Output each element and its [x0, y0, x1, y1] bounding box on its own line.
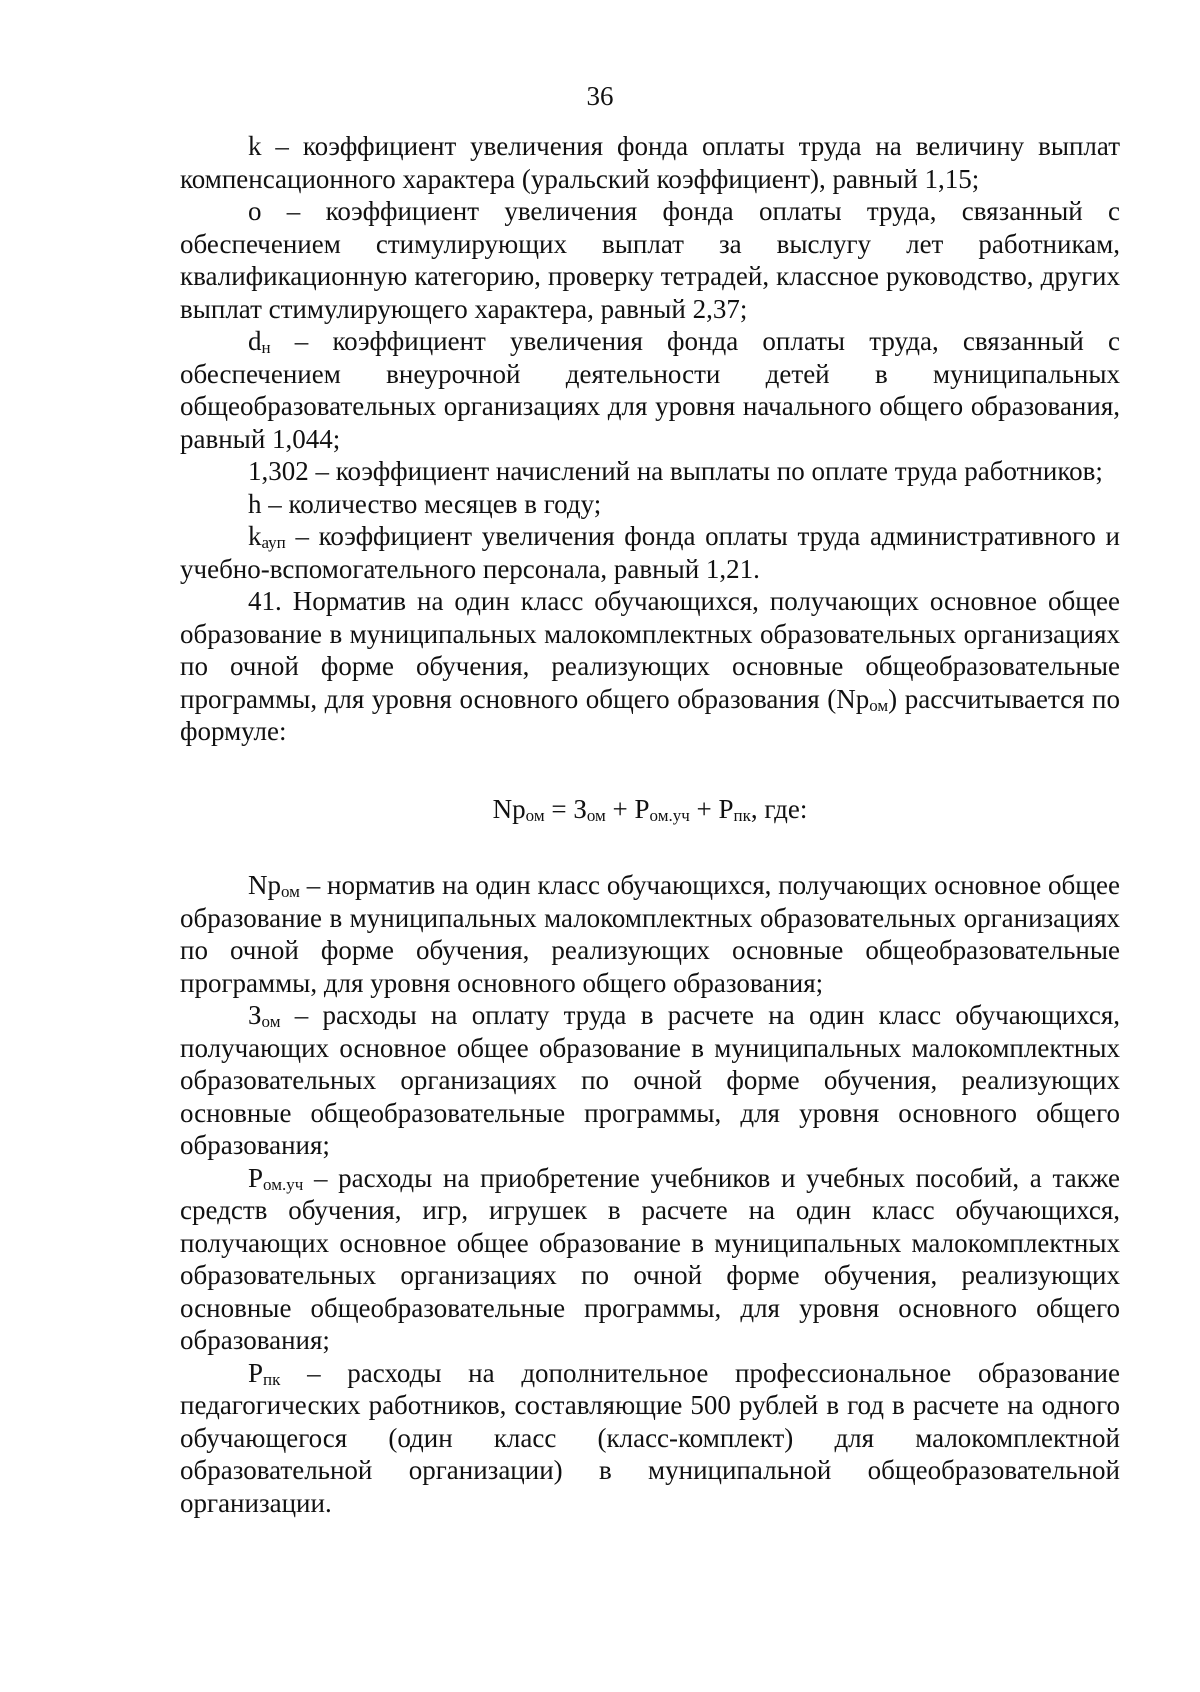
term-definition: – коэффициент увеличения фонда оплаты труда, связанный с обеспечением внеурочной деятельности детей в муниципальных общеобразовательных организациях для уровня начального общего образования, равный 1,044;	[180, 326, 1120, 454]
term-subscript: ом.уч	[263, 1174, 304, 1194]
term-symbol: З	[248, 1000, 262, 1030]
term-subscript: ом	[261, 1012, 281, 1031]
term-subscript: ом	[281, 882, 300, 901]
formula-subscript: ом	[525, 805, 545, 825]
term-symbol: k	[248, 131, 262, 161]
section-41-tail: ) рассчитывается по формуле:	[180, 683, 1120, 746]
definition-nprom	[180, 869, 1120, 999]
term-symbol: h	[248, 488, 262, 519]
term-definition: – расходы на оплату труда в расчете на один класс обучающихся, получающих основное общее образование в муниципальных малокомплектных образовательных организациях по очной форме обучения, реализующих основные общеобразовательные программы, для уровня основного общего образования;	[180, 1000, 1120, 1160]
term-symbol: Р	[248, 1162, 264, 1193]
formula-operator: +	[605, 793, 635, 824]
term-definition: – коэффициент увеличения фонда оплаты труда на величину выплат компенсационного характера (уральский коэффициент), равный 1,15;	[180, 131, 1120, 194]
term-symbol: 1,302	[248, 456, 309, 486]
term-subscript: пк	[263, 1369, 281, 1389]
term-symbol: о	[248, 196, 262, 226]
definition-dn	[180, 325, 1120, 455]
section-41-symbol: Np	[836, 683, 870, 714]
formula-term: З	[573, 793, 587, 824]
definition-rpk	[180, 1357, 1120, 1520]
term-definition: – расходы на приобретение учебников и учебных пособий, а также средств обучения, игр, игрушек в расчете на один класс обучающихся, получающих основное общее образование в муниципальных малокомплектных образовательных организациях по очной форме обучения, реализующих основные общеобразовательные программы, для уровня основного общего образования;	[180, 1162, 1120, 1355]
formula-subscript: ом.уч	[649, 805, 690, 825]
formula-term: Р	[634, 793, 650, 824]
term-subscript: ауп	[261, 533, 286, 552]
page-number: 36	[586, 81, 614, 111]
formula-term: Np	[492, 793, 526, 824]
term-subscript: н	[261, 338, 271, 357]
formula-operator: =	[544, 793, 574, 824]
term-definition: – коэффициент увеличения фонда оплаты труда, связанный с обеспечением стимулирующих выплат за выслугу лет работникам, квалификационную категорию, проверку тетрадей, классное руководство, других выплат стимулирующего характера, равный 2,37;	[180, 196, 1120, 324]
term-symbol: Р	[248, 1357, 264, 1388]
definition-kaup	[180, 520, 1120, 585]
definition-h	[180, 488, 1120, 521]
term-symbol: d	[248, 326, 262, 356]
definition-1302	[180, 455, 1120, 488]
formula-operator: +	[689, 793, 719, 824]
term-symbol: k	[248, 521, 262, 551]
document-body	[180, 130, 1120, 1519]
formula-term: Р	[718, 793, 734, 824]
term-definition: – расходы на дополнительное профессиональное образование педагогических работников, составляющие 500 рублей в год в расчете на одного обучающегося (один класс (класс-комплект) для малокомплектной образовательной организации) в муниципальной общеобразовательной организации.	[180, 1357, 1120, 1518]
definition-zom	[180, 999, 1120, 1162]
section-41-paragraph	[180, 585, 1120, 748]
section-41-symbol-subscript: ом	[869, 695, 889, 715]
term-definition: – коэффициент увеличения фонда оплаты труда административного и учебно-вспомогательного персонала, равный 1,21.	[180, 521, 1120, 584]
definition-romuch	[180, 1162, 1120, 1357]
term-symbol: Np	[248, 870, 281, 900]
formula-subscript: ом	[586, 805, 606, 825]
formula-subscript: пк	[733, 805, 751, 825]
term-definition: – количество месяцев в году;	[261, 488, 602, 519]
formula-tail: , где:	[750, 793, 808, 824]
formula	[180, 748, 1120, 870]
definition-k	[180, 130, 1120, 195]
section-41-text: 41. Норматив на один класс обучающихся, получающих основное общее образование в муниципальных малокомплектных образовательных организациях по очной форме обучения, реализующих основные общеобразовательные программы, для уровня основного общего образования (	[180, 586, 1120, 714]
definition-o	[180, 195, 1120, 325]
term-definition: – коэффициент начислений на выплаты по оплате труда работников;	[308, 456, 1103, 486]
term-definition: – норматив на один класс обучающихся, получающих основное общее образование в муниципальных малокомплектных образовательных организациях по очной форме обучения, реализующих основные общеобразовательные программы, для уровня основного общего образования;	[180, 870, 1120, 998]
